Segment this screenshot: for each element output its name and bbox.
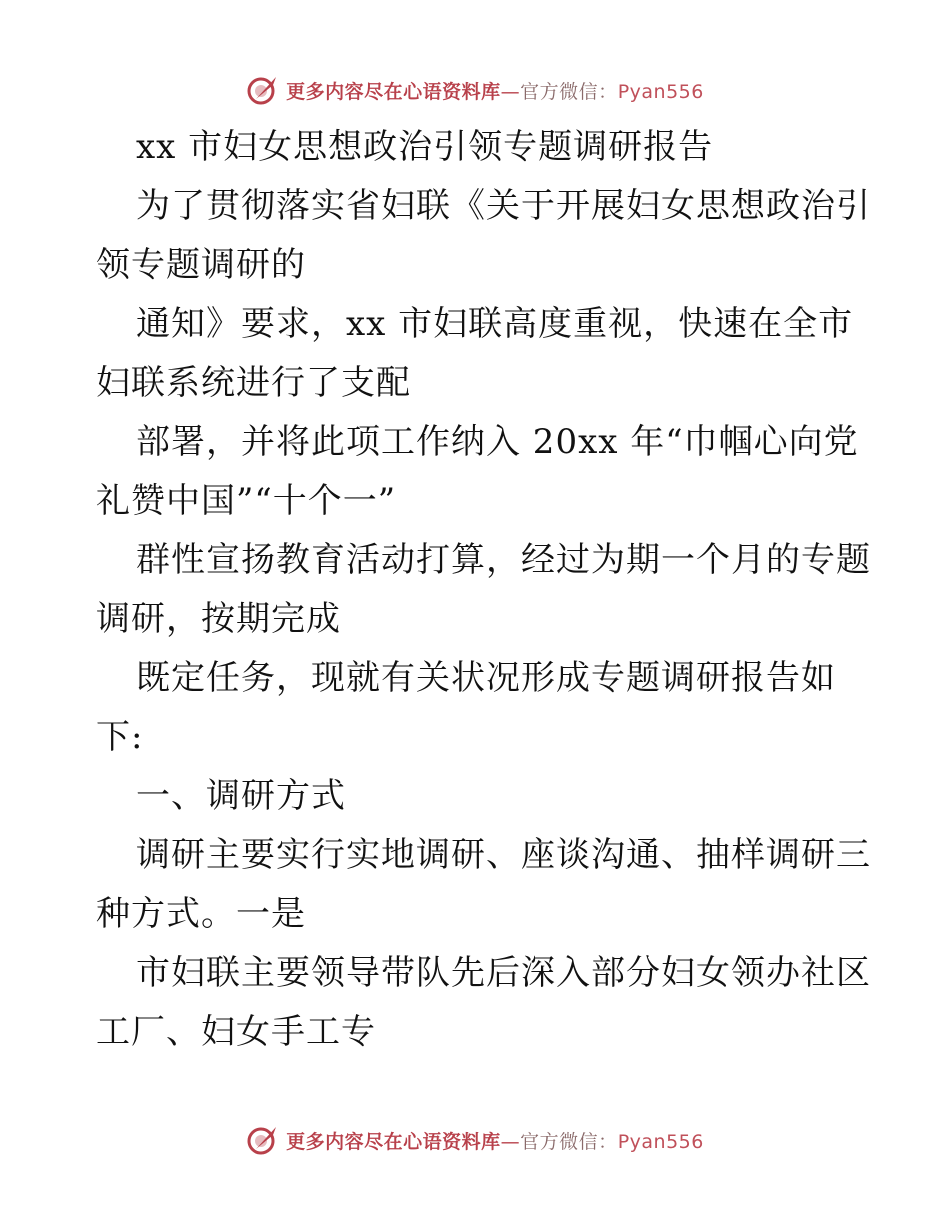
banner-brand: 更多内容尽在心语资料库 bbox=[286, 1130, 501, 1153]
header-banner bbox=[0, 70, 950, 110]
banner-dash: — bbox=[500, 80, 521, 103]
document-title: xx 市妇女思想政治引领专题调研报告 bbox=[136, 127, 714, 167]
banner-wechat-id: Pyan556 bbox=[617, 80, 704, 103]
text-line: 调研主要实行实地调研、座谈沟通、抽样调研三 bbox=[136, 835, 871, 875]
quill-emblem-icon bbox=[246, 73, 280, 107]
text-line: 调研，按期完成 bbox=[96, 599, 341, 639]
text-line: 工厂、妇女手工专 bbox=[96, 1012, 376, 1052]
text-line: 既定任务，现就有关状况形成专题调研报告如 bbox=[136, 658, 836, 698]
text-line: 一、调研方式 bbox=[136, 776, 346, 816]
text-line: 妇联系统进行了支配 bbox=[96, 363, 411, 403]
text-line: 领专题调研的 bbox=[96, 245, 306, 285]
quill-emblem-icon bbox=[246, 1123, 280, 1157]
banner-dash: — bbox=[500, 1130, 521, 1153]
document-body bbox=[96, 118, 871, 1062]
text-line: 部署，并将此项工作纳入 20xx 年“巾帼心向党 bbox=[136, 422, 859, 462]
text-line: 通知》要求，xx 市妇联高度重视，快速在全市 bbox=[136, 304, 854, 344]
banner-wechat-id: Pyan556 bbox=[617, 1130, 704, 1153]
banner-official-label: 官方微信： bbox=[520, 80, 618, 103]
banner-text bbox=[286, 77, 704, 104]
text-line: 群性宣扬教育活动打算，经过为期一个月的专题 bbox=[136, 540, 871, 580]
text-line: 种方式。一是 bbox=[96, 894, 306, 934]
banner-brand: 更多内容尽在心语资料库 bbox=[286, 80, 501, 103]
banner-text bbox=[286, 1127, 704, 1154]
footer-banner bbox=[0, 1120, 950, 1160]
text-line: 市妇联主要领导带队先后深入部分妇女领办社区 bbox=[136, 953, 871, 993]
text-line: 为了贯彻落实省妇联《关于开展妇女思想政治引 bbox=[136, 186, 871, 226]
banner-official-label: 官方微信： bbox=[520, 1130, 618, 1153]
text-line: 下: bbox=[96, 717, 144, 757]
text-line: 礼赞中国”“十个一” bbox=[96, 481, 397, 521]
